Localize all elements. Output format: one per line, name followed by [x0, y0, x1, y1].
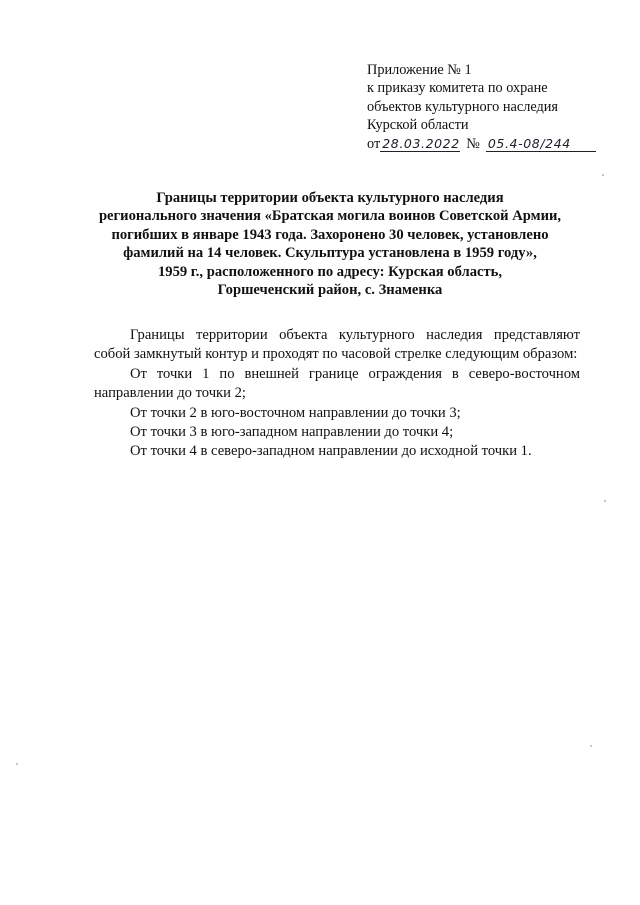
- document-title: [80, 189, 580, 299]
- title-line: фамилий на 14 человек. Скульптура установлена в 1959 году»,: [123, 245, 537, 262]
- body-paragraph-point-3: От точки 3 в юго-западном направлении до точки 4;: [130, 424, 454, 441]
- scan-speck: [604, 500, 606, 502]
- number-prefix: №: [466, 135, 480, 152]
- title-line: регионального значения «Братская могила воинов Советской Армии,: [98, 208, 562, 225]
- document-body: [94, 326, 580, 462]
- appendix-line-3: объектов культурного наследия: [367, 98, 558, 115]
- scan-speck: [16, 763, 18, 765]
- appendix-date-line: [367, 135, 596, 153]
- appendix-line-1: Приложение № 1: [367, 62, 472, 78]
- body-paragraph-intro: Границы территории объекта культурного наследия представляют собой замкнутый контур и проходят по часовой стрелке следующим образом:: [94, 327, 580, 363]
- handwritten-order-number: 05.4-08/244: [486, 137, 596, 152]
- body-paragraph-point-1: От точки 1 по внешней границе ограждения в северо-восточном направлении до точки 2;: [94, 365, 580, 402]
- title-line: 1959 г., расположенного по адресу: Курская область,: [157, 263, 503, 280]
- title-line: Горшеченский район, с. Знаменка: [217, 282, 443, 299]
- scan-speck: [602, 174, 604, 176]
- appendix-line-2: к приказу комитета по охране: [367, 80, 548, 97]
- handwritten-date: 28.03.2022: [382, 135, 460, 151]
- appendix-line-4: Курской области: [367, 117, 469, 134]
- scan-speck: [590, 745, 592, 747]
- title-line: погибших в январе 1943 года. Захоронено 30 человек, установлено: [111, 226, 549, 243]
- appendix-block: [367, 61, 596, 153]
- title-line: Границы территории объекта культурного наследия: [156, 190, 504, 206]
- date-prefix: от: [367, 135, 381, 152]
- body-paragraph-point-2: От точки 2 в юго-восточном направлении до точки 3;: [130, 404, 461, 421]
- body-paragraph-point-4: От точки 4 в северо-западном направлении до исходной точки 1.: [130, 443, 532, 460]
